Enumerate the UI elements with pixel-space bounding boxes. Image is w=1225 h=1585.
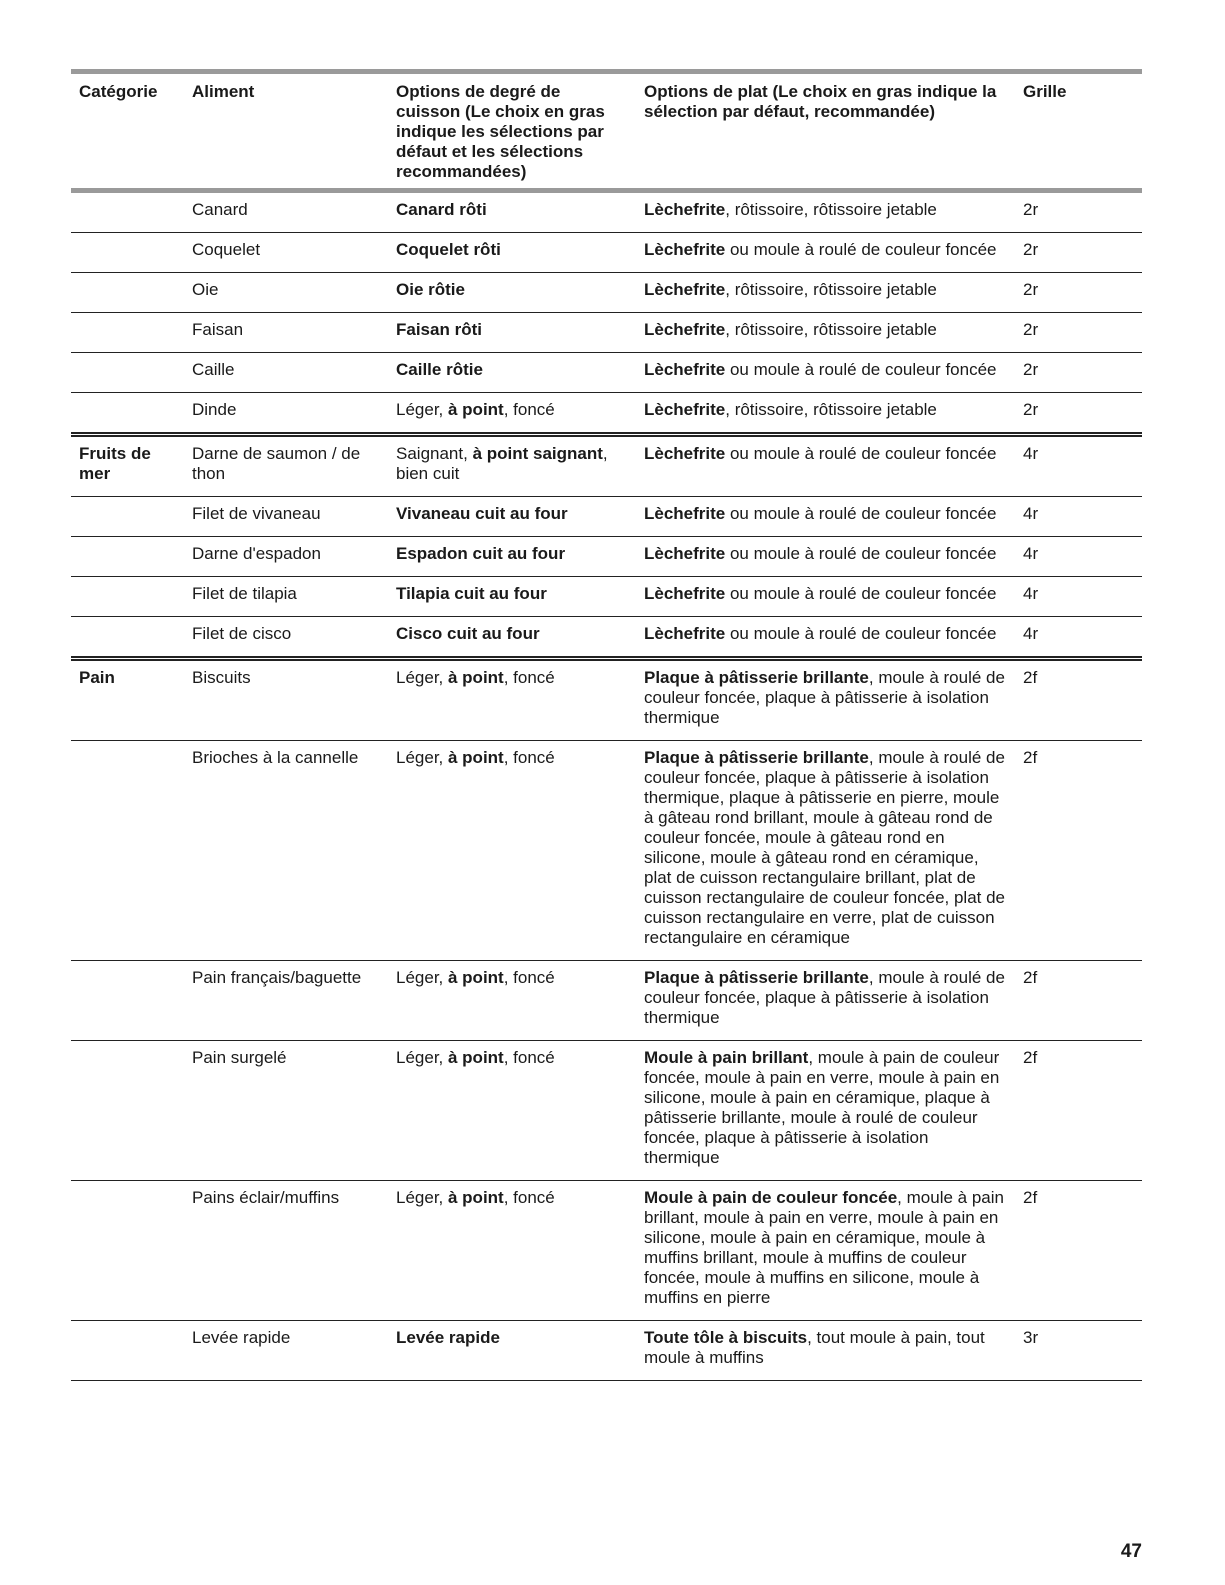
table-row xyxy=(71,233,1142,273)
cell-plat xyxy=(636,617,1015,659)
cell-aliment: Biscuits xyxy=(192,668,251,687)
cell-aliment: Darne d'espadon xyxy=(192,544,321,563)
cuisson-default: Espadon cuit au four xyxy=(396,544,566,563)
cell-categorie: Pain xyxy=(79,668,115,687)
cuisson-default: Coquelet rôti xyxy=(396,240,501,259)
cell-grille: 4r xyxy=(1023,584,1039,603)
cell-cuisson xyxy=(388,617,636,659)
cell-cuisson xyxy=(388,577,636,617)
plat-default: Lèchefrite xyxy=(644,444,726,463)
table-row xyxy=(71,537,1142,577)
plat-options: ou moule à roulé de couleur foncée xyxy=(725,624,997,643)
table-row xyxy=(71,577,1142,617)
table-row xyxy=(71,273,1142,313)
cell-cuisson xyxy=(388,1321,636,1381)
cuisson-pre: Léger, xyxy=(396,1188,448,1207)
table-row xyxy=(71,353,1142,393)
plat-options: , moule à roulé de couleur foncée, plaque à pâtisserie à isolation thermique xyxy=(644,968,1005,1027)
plat-default: Lèchefrite xyxy=(644,584,726,603)
header-categorie: Catégorie xyxy=(79,82,158,101)
cuisson-post: , foncé xyxy=(503,668,555,687)
plat-default: Plaque à pâtisserie brillante xyxy=(644,968,869,987)
cell-grille: 4r xyxy=(1023,544,1039,563)
cell-plat xyxy=(636,353,1015,393)
cell-plat xyxy=(636,577,1015,617)
table-row xyxy=(71,393,1142,435)
plat-default: Lèchefrite xyxy=(644,320,726,339)
cuisson-pre: Léger, xyxy=(396,748,448,767)
cell-cuisson xyxy=(388,233,636,273)
cell-plat xyxy=(636,659,1015,741)
cell-cuisson xyxy=(388,1041,636,1181)
cuisson-default: à point xyxy=(448,668,504,687)
cell-categorie xyxy=(71,577,184,617)
cell-categorie xyxy=(71,233,184,273)
table-row xyxy=(71,497,1142,537)
cuisson-default: Canard rôti xyxy=(396,200,487,219)
cuisson-post: , foncé xyxy=(503,400,555,419)
cell-aliment: Pains éclair/muffins xyxy=(192,1188,340,1207)
plat-default: Lèchefrite xyxy=(644,400,726,419)
cell-grille: 2r xyxy=(1023,240,1039,259)
plat-options: ou moule à roulé de couleur foncée xyxy=(725,444,997,463)
cell-grille: 4r xyxy=(1023,624,1039,643)
cell-categorie xyxy=(71,617,184,659)
plat-options: , moule à roulé de couleur foncée, plaque à pâtisserie à isolation thermique xyxy=(644,668,1005,727)
plat-options: ou moule à roulé de couleur foncée xyxy=(725,544,997,563)
cell-categorie xyxy=(71,1041,184,1181)
cell-plat xyxy=(636,1321,1015,1381)
cell-plat xyxy=(636,313,1015,353)
cuisson-default: Caille rôtie xyxy=(396,360,483,379)
cell-categorie xyxy=(71,393,184,435)
cell-aliment: Dinde xyxy=(192,400,237,419)
plat-options: , rôtissoire, rôtissoire jetable xyxy=(725,400,937,419)
cell-aliment: Oie xyxy=(192,280,219,299)
cell-cuisson xyxy=(388,393,636,435)
cell-categorie xyxy=(71,353,184,393)
table-row xyxy=(71,191,1142,233)
cuisson-pre: Léger, xyxy=(396,668,448,687)
page-content xyxy=(71,69,1142,1381)
header-aliment: Aliment xyxy=(192,82,255,101)
cell-aliment: Pain français/baguette xyxy=(192,968,362,987)
cell-plat xyxy=(636,1041,1015,1181)
cell-grille: 2r xyxy=(1023,360,1039,379)
plat-options: , rôtissoire, rôtissoire jetable xyxy=(725,320,937,339)
plat-options: ou moule à roulé de couleur foncée xyxy=(725,360,997,379)
cell-aliment: Darne de saumon / de thon xyxy=(192,444,361,483)
plat-options: , rôtissoire, rôtissoire jetable xyxy=(725,200,937,219)
cell-grille: 3r xyxy=(1023,1328,1039,1347)
cell-categorie xyxy=(71,537,184,577)
cuisson-pre: Léger, xyxy=(396,1048,448,1067)
table-row xyxy=(71,1041,1142,1181)
cell-aliment: Filet de cisco xyxy=(192,624,292,643)
cell-plat xyxy=(636,233,1015,273)
cuisson-post: , bien cuit xyxy=(396,444,608,483)
cuisson-default: à point saignant xyxy=(472,444,603,463)
cell-plat xyxy=(636,741,1015,961)
plat-options: ou moule à roulé de couleur foncée xyxy=(725,504,997,523)
cell-categorie: Fruits de mer xyxy=(79,444,151,483)
cell-grille: 2r xyxy=(1023,320,1039,339)
cell-grille: 2r xyxy=(1023,400,1039,419)
header-plat: Options de plat (Le choix en gras indique la sélection par défaut, recommandée) xyxy=(644,82,997,121)
cell-cuisson xyxy=(388,435,636,497)
plat-default: Plaque à pâtisserie brillante xyxy=(644,748,869,767)
cuisson-post: , foncé xyxy=(503,1048,555,1067)
cell-grille: 4r xyxy=(1023,504,1039,523)
table-row xyxy=(71,741,1142,961)
cell-cuisson xyxy=(388,1181,636,1321)
cell-aliment: Faisan xyxy=(192,320,244,339)
table-row xyxy=(71,659,1142,741)
plat-options: , moule à pain brillant, moule à pain en verre, moule à pain en silicone, moule à pain en céramique, moule à muffins brillant, moule à muffins de couleur foncée, moule à muffins en silicone, moule à muffins en pierre xyxy=(644,1188,1004,1307)
plat-default: Lèchefrite xyxy=(644,240,726,259)
table-body xyxy=(71,191,1142,1381)
cell-plat xyxy=(636,961,1015,1041)
cell-cuisson xyxy=(388,537,636,577)
cuisson-pre: Léger, xyxy=(396,400,448,419)
cell-categorie xyxy=(71,1181,184,1321)
cuisson-default: à point xyxy=(448,968,504,987)
cuisson-pre: Léger, xyxy=(396,968,448,987)
header-grille: Grille xyxy=(1023,82,1067,101)
plat-default: Lèchefrite xyxy=(644,200,726,219)
cuisson-default: Vivaneau cuit au four xyxy=(396,504,568,523)
cooking-table xyxy=(71,69,1142,1381)
cell-cuisson xyxy=(388,659,636,741)
table-row xyxy=(71,1321,1142,1381)
table-row xyxy=(71,617,1142,659)
table-row xyxy=(71,435,1142,497)
plat-options: , moule à pain de couleur foncée, moule à pain en verre, moule à pain en silicone, moule à pain en céramique, plaque à pâtisserie brillante, moule à roulé de couleur foncée, plaque à pâtisserie à isolation thermique xyxy=(644,1048,1000,1167)
cell-cuisson xyxy=(388,273,636,313)
table-row xyxy=(71,961,1142,1041)
plat-options: , moule à roulé de couleur foncée, plaque à pâtisserie à isolation thermique, plaque à pâtisserie en pierre, moule à gâteau rond brillant, moule à gâteau rond de couleur foncée, moule à gâteau rond en silicone, moule à gâteau rond en céramique, plat de cuisson rectangulaire brillant, plat de cuisson rectangulaire de couleur foncée, plat de cuisson rectangulaire en verre, plat de cuisson rectangulaire en céramique xyxy=(644,748,1006,947)
cuisson-default: Faisan rôti xyxy=(396,320,482,339)
cell-aliment: Coquelet xyxy=(192,240,261,259)
page-number: 47 xyxy=(1120,1541,1142,1562)
cell-grille: 2f xyxy=(1023,668,1038,687)
cell-plat xyxy=(636,1181,1015,1321)
cell-categorie xyxy=(71,273,184,313)
cuisson-post: , foncé xyxy=(503,1188,555,1207)
plat-default: Toute tôle à biscuits xyxy=(644,1328,808,1347)
cell-categorie xyxy=(71,741,184,961)
cell-cuisson xyxy=(388,497,636,537)
cuisson-default: Oie rôtie xyxy=(396,280,465,299)
cell-categorie xyxy=(71,497,184,537)
cell-grille: 4r xyxy=(1023,444,1039,463)
cell-grille: 2f xyxy=(1023,748,1038,767)
cell-categorie xyxy=(71,313,184,353)
cuisson-pre: Saignant, xyxy=(396,444,473,463)
plat-default: Moule à pain de couleur foncée xyxy=(644,1188,898,1207)
cell-plat xyxy=(636,497,1015,537)
cell-cuisson xyxy=(388,741,636,961)
cell-cuisson xyxy=(388,191,636,233)
cuisson-post: , foncé xyxy=(503,968,555,987)
cell-plat xyxy=(636,435,1015,497)
plat-default: Lèchefrite xyxy=(644,544,726,563)
cell-cuisson xyxy=(388,313,636,353)
cuisson-default: Levée rapide xyxy=(396,1328,500,1347)
plat-default: Plaque à pâtisserie brillante xyxy=(644,668,869,687)
plat-default: Moule à pain brillant xyxy=(644,1048,809,1067)
cell-plat xyxy=(636,393,1015,435)
plat-default: Lèchefrite xyxy=(644,360,726,379)
cell-aliment: Canard xyxy=(192,200,248,219)
header-cuisson: Options de degré de cuisson (Le choix en gras indique les sélections par défaut et les sélections recommandées) xyxy=(396,82,605,181)
cell-aliment: Brioches à la cannelle xyxy=(192,748,359,767)
plat-default: Lèchefrite xyxy=(644,624,726,643)
cell-cuisson xyxy=(388,353,636,393)
cell-grille: 2f xyxy=(1023,968,1038,987)
cell-categorie xyxy=(71,191,184,233)
cell-cuisson xyxy=(388,961,636,1041)
table-header xyxy=(71,72,1142,191)
cell-aliment: Pain surgelé xyxy=(192,1048,287,1067)
plat-default: Lèchefrite xyxy=(644,504,726,523)
cuisson-default: Tilapia cuit au four xyxy=(396,584,547,603)
cell-aliment: Levée rapide xyxy=(192,1328,291,1347)
cell-plat xyxy=(636,191,1015,233)
cell-plat xyxy=(636,537,1015,577)
cuisson-default: à point xyxy=(448,400,504,419)
cuisson-post: , foncé xyxy=(503,748,555,767)
plat-default: Lèchefrite xyxy=(644,280,726,299)
cell-categorie xyxy=(71,961,184,1041)
plat-options: ou moule à roulé de couleur foncée xyxy=(725,584,997,603)
plat-options: , rôtissoire, rôtissoire jetable xyxy=(725,280,937,299)
cuisson-default: à point xyxy=(448,1048,504,1067)
cell-categorie xyxy=(71,1321,184,1381)
cell-aliment: Filet de vivaneau xyxy=(192,504,321,523)
cuisson-default: Cisco cuit au four xyxy=(396,624,540,643)
cell-plat xyxy=(636,273,1015,313)
table-row xyxy=(71,313,1142,353)
plat-options: ou moule à roulé de couleur foncée xyxy=(725,240,997,259)
cuisson-default: à point xyxy=(448,748,504,767)
cell-aliment: Caille xyxy=(192,360,235,379)
cell-grille: 2f xyxy=(1023,1048,1038,1067)
cell-grille: 2r xyxy=(1023,200,1039,219)
table-row xyxy=(71,1181,1142,1321)
cell-grille: 2f xyxy=(1023,1188,1038,1207)
cell-grille: 2r xyxy=(1023,280,1039,299)
plat-options: , tout moule à pain, tout moule à muffins xyxy=(644,1328,985,1367)
cuisson-default: à point xyxy=(448,1188,504,1207)
cell-aliment: Filet de tilapia xyxy=(192,584,297,603)
